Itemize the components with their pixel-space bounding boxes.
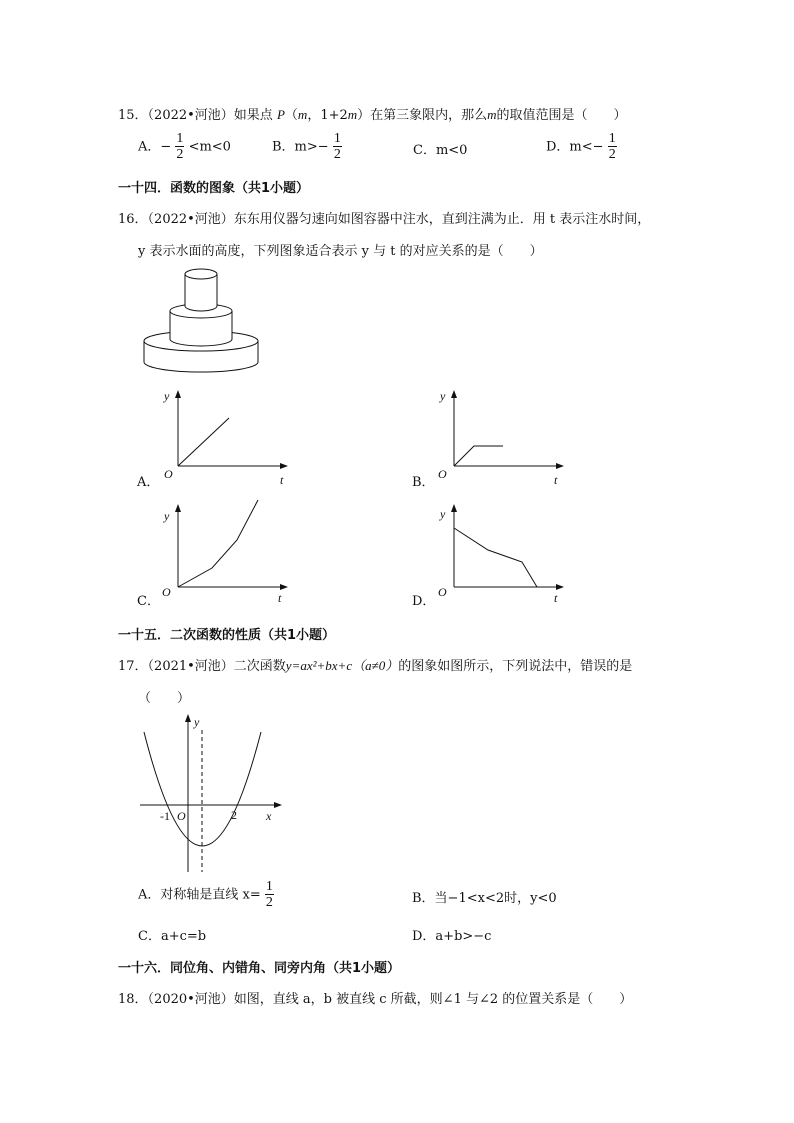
t-axis-label: t: [278, 591, 282, 605]
q15-option-b: B．m>− $\frac{1}{2}$: [272, 131, 341, 162]
stacked-cylinder-container: [140, 266, 262, 378]
t-axis-label: t: [554, 473, 558, 487]
x-axis-label: x: [266, 809, 272, 823]
section-heading-15: 一十五．二次函数的性质（共1小题）: [118, 628, 336, 643]
origin-label: O: [164, 467, 173, 481]
q17-option-d: D．a+b>−c: [412, 929, 492, 944]
q16-graph-c: [160, 502, 290, 606]
section-heading-14: 一十四．函数的图象（共1小题）: [118, 181, 310, 196]
origin-label: O: [162, 585, 171, 599]
q17-stem-line1: 17．（2021•河池）二次函数y=ax²+bx+c（a≠0）的图象如图所示，下列说法中，错误的是: [118, 658, 633, 674]
root-label-2: 2: [231, 808, 237, 822]
t-axis-label: t: [280, 473, 284, 487]
q15-stem: 15．（2022•河池）如果点 P（m，1+2m）在第三象限内，那么m的取值范围是（ ）: [118, 107, 627, 123]
q17-option-a: A．对称轴是直线 x= $\frac{1}{2}$: [138, 879, 273, 910]
q16-stem-line1: 16．（2022•河池）东东用仪器匀速向如图容器中注水，直到注满为止．用 t 表示注水时间，: [118, 212, 651, 227]
q16-option-c-label: C．: [137, 594, 160, 609]
y-axis-label: y: [164, 509, 170, 523]
q15-option-a: A．− $\frac{1}{2}$ <m<0: [138, 131, 231, 162]
q15-option-c: C．m<0: [413, 143, 468, 158]
y-axis-label: y: [440, 507, 446, 521]
q18-stem-line1: 18．（2020•河池）如图，直线 a，b 被直线 c 所截，则∠1 与∠2 的位置关系是（ ）: [118, 992, 633, 1007]
q17-parabola-graph: [130, 710, 290, 880]
q16-graph-d: [436, 502, 566, 606]
q15-option-d: D．m<− $\frac{1}{2}$: [546, 131, 616, 162]
fraction: $\frac{1}{2}$: [608, 131, 616, 162]
y-axis-label: y: [194, 715, 200, 729]
fraction: $\frac{1}{2}$: [176, 131, 184, 162]
q17-stem-line2: （ ）: [138, 691, 191, 706]
q16-stem-line2: y 表示水面的高度，下列图象适合表示 y 与 t 的对应关系的是（ ）: [138, 244, 543, 259]
origin-label: O: [438, 467, 447, 481]
origin-label: O: [177, 809, 186, 823]
fraction: $\frac{1}{2}$: [265, 879, 273, 910]
root-label-neg1: -1: [160, 809, 170, 823]
t-axis-label: t: [554, 591, 558, 605]
q17-option-c: C．a+c=b: [138, 929, 207, 944]
q16-option-b-label: B．: [412, 475, 435, 490]
q16-graph-a: [160, 388, 290, 488]
y-axis-label: y: [440, 389, 446, 403]
origin-label: O: [438, 585, 447, 599]
y-axis-label: y: [164, 389, 170, 403]
q16-option-a-label: A．: [137, 475, 160, 490]
q16-option-d-label: D．: [412, 594, 436, 609]
fraction: $\frac{1}{2}$: [333, 131, 341, 162]
q17-option-b: B．当−1<x<2时，y<0: [412, 891, 557, 906]
section-heading-16: 一十六．同位角、内错角、同旁内角（共1小题）: [118, 961, 401, 976]
q16-graph-b: [436, 388, 566, 488]
